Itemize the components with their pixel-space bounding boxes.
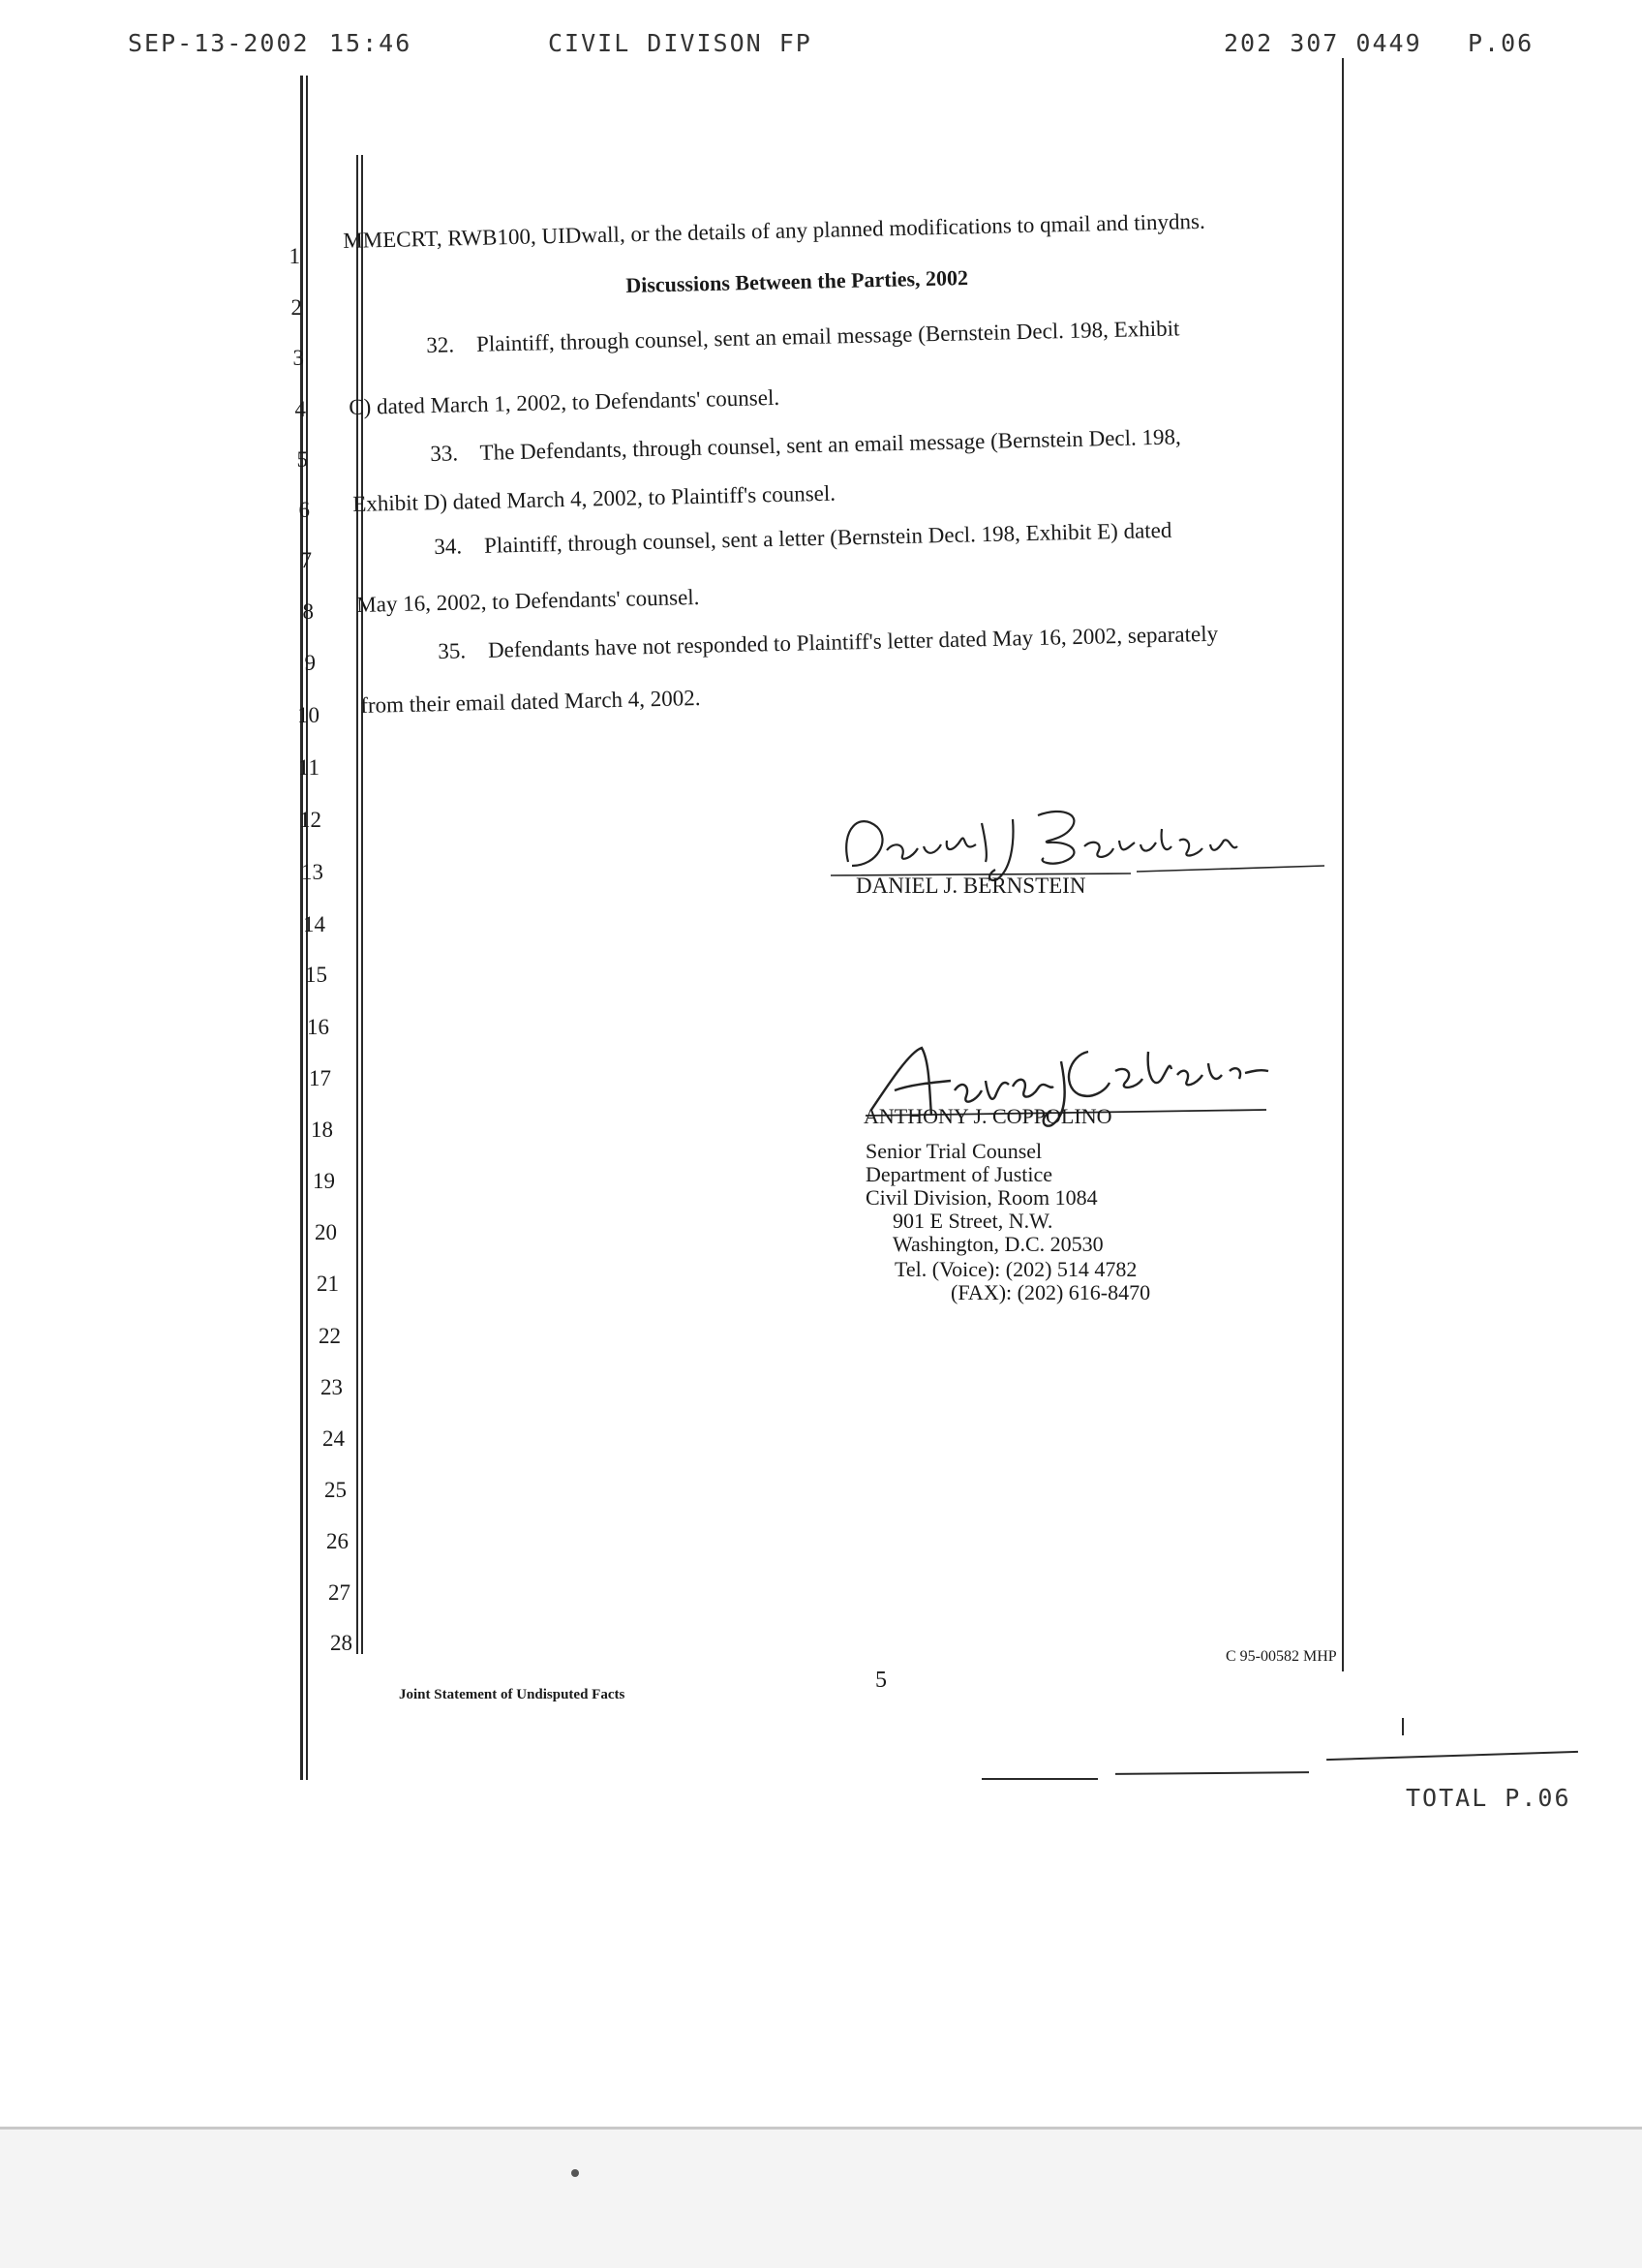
line-number: 4 (294, 397, 306, 421)
line-number: 9 (304, 651, 316, 675)
line-number: 23 (320, 1375, 343, 1399)
footer-page-number: 5 (875, 1668, 887, 1693)
footer-tick (1402, 1718, 1404, 1735)
signer-2-name: ANTHONY J. COPPOLINO (864, 1104, 1112, 1128)
scan-speck (571, 2169, 579, 2177)
paragraph-34-line-1: 34. Plaintiff, through counsel, sent a letter (Bernstein Decl. 198, Exhibit E) dated (434, 517, 1172, 559)
paragraph-32-line-1: 32. Plaintiff, through counsel, sent an email message (Bernstein Decl. 198, Exhibit (426, 316, 1180, 357)
line-number: 12 (299, 808, 321, 832)
body-line-1: MMECRT, RWB100, UIDwall, or the details of any planned modifications to qmail and tinydns. (343, 208, 1205, 253)
footer-rule (1115, 1771, 1309, 1775)
signer-2-fax: (FAX): (202) 616-8470 (951, 1280, 1151, 1304)
line-number: 16 (307, 1015, 329, 1039)
line-number: 18 (311, 1118, 333, 1142)
line-number: 11 (297, 755, 319, 780)
line-number: 24 (322, 1426, 345, 1451)
paragraph-32-line-2: C) dated March 1, 2002, to Defendants' counsel. (349, 384, 780, 419)
line-number: 17 (309, 1066, 331, 1090)
signer-2-division: Civil Division, Room 1084 (866, 1185, 1098, 1210)
line-number: 3 (292, 346, 304, 370)
line-number: 7 (300, 548, 312, 572)
line-number: 27 (328, 1580, 350, 1605)
fax-total-pages: TOTAL P.06 (1406, 1784, 1571, 1812)
footer-title: Joint Statement of Undisputed Facts (399, 1687, 625, 1702)
line-number: 1 (289, 244, 300, 268)
footer-rule (982, 1778, 1098, 1780)
line-number: 25 (324, 1478, 347, 1502)
line-number: 26 (326, 1529, 349, 1553)
signer-2-city: Washington, D.C. 20530 (893, 1232, 1104, 1256)
footer-case-number: C 95-00582 MHP (1226, 1648, 1337, 1665)
paragraph-33-line-1: 33. The Defendants, through counsel, sent an email message (Bernstein Decl. 198, (430, 424, 1181, 466)
inner-margin-rule (361, 155, 363, 1654)
section-heading: Discussions Between the Parties, 2002 (625, 264, 969, 297)
scanner-edge-band (0, 2127, 1642, 2268)
signer-2-org: Department of Justice (866, 1162, 1053, 1186)
right-margin-rule (1342, 58, 1344, 1671)
signer-2-title: Senior Trial Counsel (866, 1139, 1043, 1163)
line-number: 13 (301, 860, 323, 884)
paragraph-33-line-2: Exhibit D) dated March 4, 2002, to Plaintiff's counsel. (352, 480, 836, 516)
line-number: 21 (317, 1272, 339, 1296)
line-number: 8 (302, 599, 314, 624)
signer-2-street: 901 E Street, N.W. (893, 1209, 1053, 1233)
fax-time: 15:46 (329, 29, 412, 57)
fax-department: CIVIL DIVISON FP (548, 29, 812, 57)
line-number: 15 (305, 963, 327, 987)
line-number: 5 (296, 447, 308, 472)
paragraph-35-line-2: from their email dated March 4, 2002. (360, 686, 701, 718)
line-number: 14 (303, 912, 325, 936)
line-number: 22 (319, 1324, 341, 1348)
paragraph-35-line-1: 35. Defendants have not responded to Plaintiff's letter dated May 16, 2002, separately (438, 621, 1219, 663)
line-number: 10 (297, 703, 319, 727)
line-number: 6 (298, 498, 310, 522)
signer-1-name: DANIEL J. BERNSTEIN (856, 873, 1086, 898)
line-number: 19 (313, 1169, 335, 1193)
fax-date: SEP-13-2002 (128, 29, 310, 57)
footer-rule (1326, 1751, 1578, 1761)
fax-page: P.06 (1468, 29, 1535, 57)
inner-margin-rule (356, 155, 358, 1654)
line-number: 20 (315, 1220, 337, 1244)
line-number: 28 (330, 1631, 352, 1655)
paragraph-34-line-2: May 16, 2002, to Defendants' counsel. (356, 584, 700, 617)
signer-2-tel: Tel. (Voice): (202) 514 4782 (895, 1257, 1138, 1281)
line-number: 2 (290, 295, 302, 320)
fax-phone: 202 307 0449 (1224, 29, 1422, 57)
